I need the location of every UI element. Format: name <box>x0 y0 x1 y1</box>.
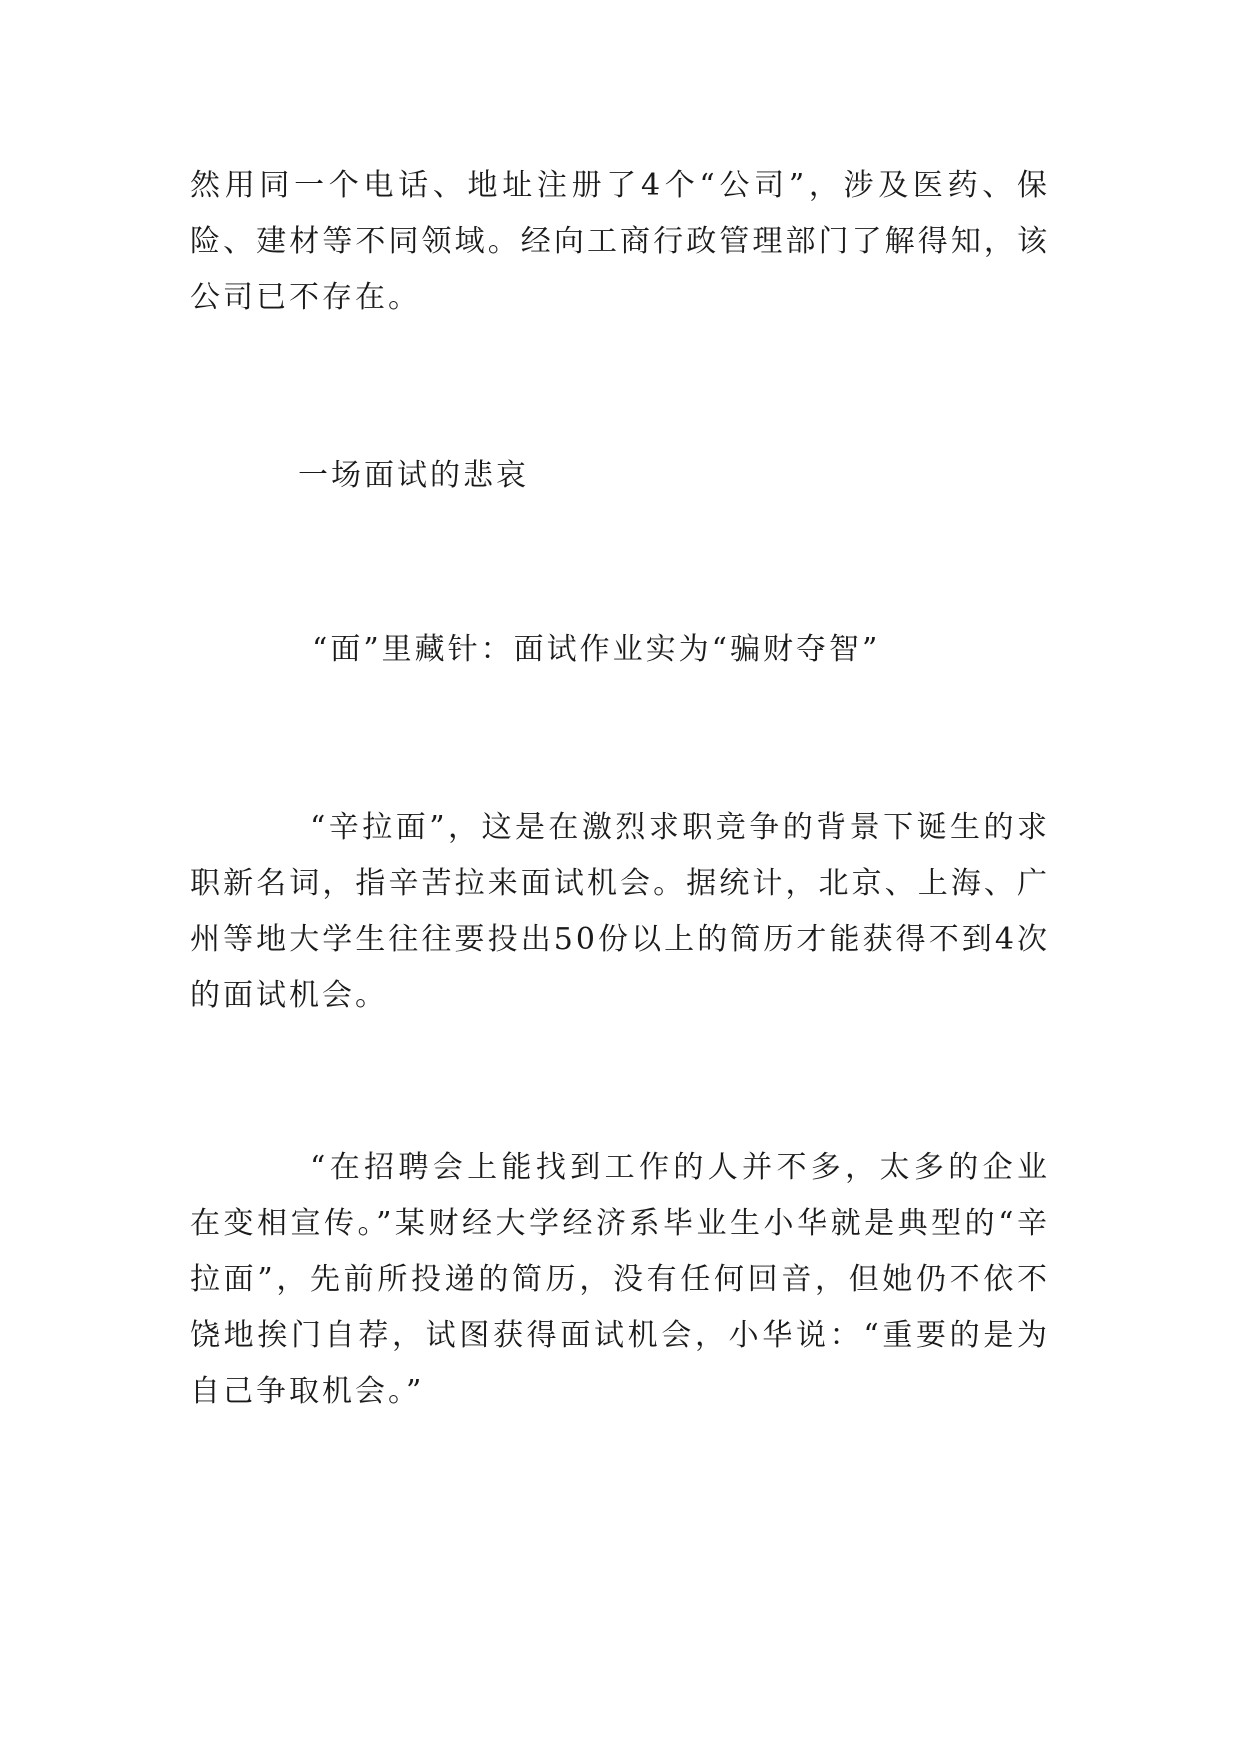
section-heading-interview-sorrow: 一场面试的悲哀 <box>298 458 529 493</box>
body-paragraph-company-registration: 然用同一个电话、地址注册了4个“公司”，涉及医药、保险、建材等不同领域。经向工商行政管理部门了解得知，该公司已不存在。 <box>190 168 1050 315</box>
body-paragraph-xin-la-mian: “辛拉面”，这是在激烈求职竞争的背景下诞生的求职新名词，指辛苦拉来面试机会。据统计，北京、上海、广州等地大学生往往要投出50份以上的简历才能获得不到4次的面试机会。 <box>190 810 1050 1013</box>
section-subheading-interview-scam: “面”里藏针：面试作业实为“骗财夺智” <box>312 632 881 667</box>
body-paragraph-job-fair-quote: “在招聘会上能找到工作的人并不多，太多的企业在变相宣传。”某财经大学经济系毕业生小华就是典型的“辛拉面”，先前所投递的简历，没有任何回音，但她仍不依不饶地挨门自荐，试图获得面试机会，小华说：“重要的是为自己争取机会。” <box>190 1150 1050 1409</box>
